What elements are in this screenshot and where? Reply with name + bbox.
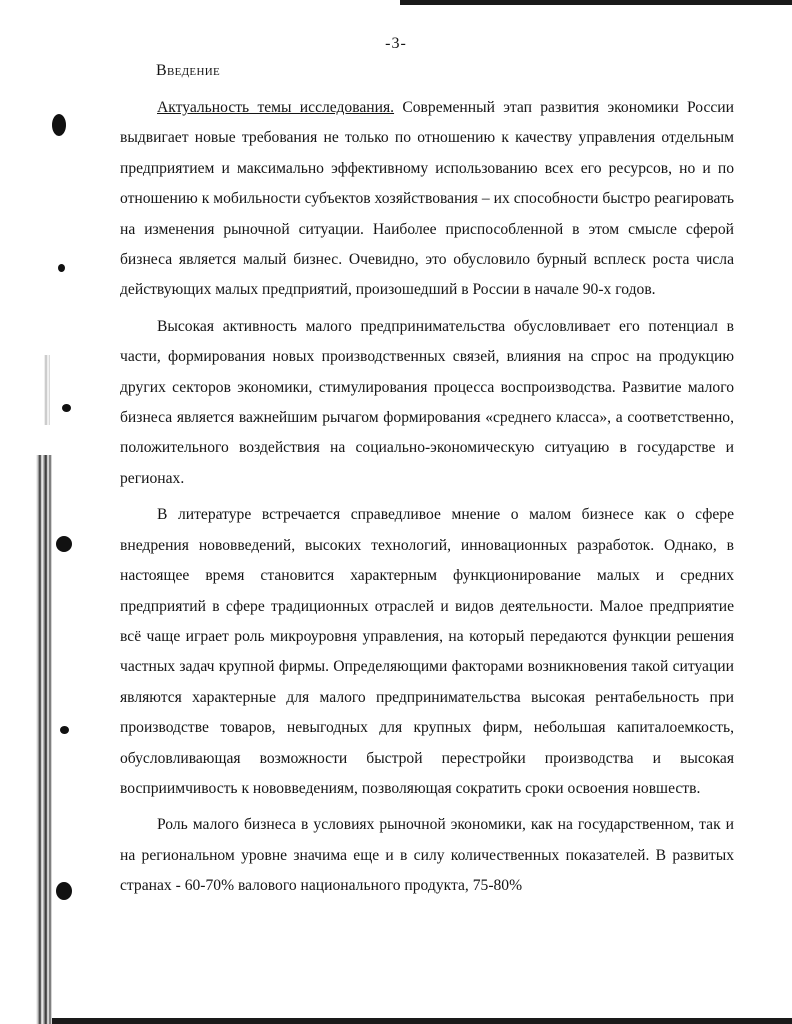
paragraph (120, 93, 734, 306)
scan-left-edge (36, 455, 52, 1024)
scan-bottom-edge (36, 1018, 792, 1024)
punch-hole-mark (60, 726, 69, 734)
topic-relevance-lead: Актуальность темы исследования. (157, 99, 395, 116)
punch-hole-mark (52, 114, 66, 136)
scan-left-edge-upper (44, 355, 50, 425)
paragraph: Роль малого бизнеса в условиях рыночной экономики, как на государственном, так и на региональном уровне значима еще и в силу количественных показателей. В развитых странах - 60-70% валового национального продукта, 75-80% (120, 816, 734, 895)
section-heading: Введение (156, 62, 220, 79)
paragraph-text: Современный этап развития экономики России выдвигает новые требования не только по отношению к качеству управления отдельным предприятием и максимально эффективному использованию всех его ресурсов, но и по отношению к мобильности субъектов хозяйствования – их способности быстро реагировать на изменения рыночной ситуации. Наиболее приспособленной в этом смысле сферой бизнеса является малый бизнес. Очевидно, это обусловило бурный всплеск роста числа действующих малых предприятий, произошедший в России в начале 90-х годов. (120, 99, 734, 299)
punch-hole-mark (62, 404, 71, 412)
paragraph: Высокая активность малого предпринимательства обусловливает его потенциал в части, формирования новых производственных связей, влияния на спрос на продукцию других секторов экономики, стимулирования процесса воспроизводства. Развитие малого бизнеса является важнейшим рычагом формирования «среднего класса», а соответственно, положительного воздействия на социально-экономическую ситуацию в государстве и регионах. (120, 317, 734, 487)
punch-hole-mark (56, 536, 72, 552)
punch-hole-mark (58, 264, 65, 272)
body-text (120, 93, 734, 902)
scan-top-edge (400, 0, 792, 5)
punch-hole-mark (56, 882, 72, 900)
page-number: -3- (385, 35, 407, 52)
paragraph: В литературе встречается справедливое мнение о малом бизнесе как о сфере внедрения нововведений, высоких технологий, инновационных разработок. Однако, в настоящее время становится характерным функционирование малых и средних предприятий в сфере традиционных отраслей и видов деятельности. Малое предприятие всё чаще играет роль микроуровня управления, на который передаются функции решения частных задач крупной фирмы. Определяющими факторами возникновения такой ситуации являются характерные для малого предпринимательства высокая рентабельность при производстве товаров, невыгодных для крупных фирм, небольшая капиталоемкость, обусловливающая возможности быстрой перестройки производства и высокая восприимчивость к нововведениям, позволяющая сократить сроки освоения новшеств. (120, 506, 734, 797)
